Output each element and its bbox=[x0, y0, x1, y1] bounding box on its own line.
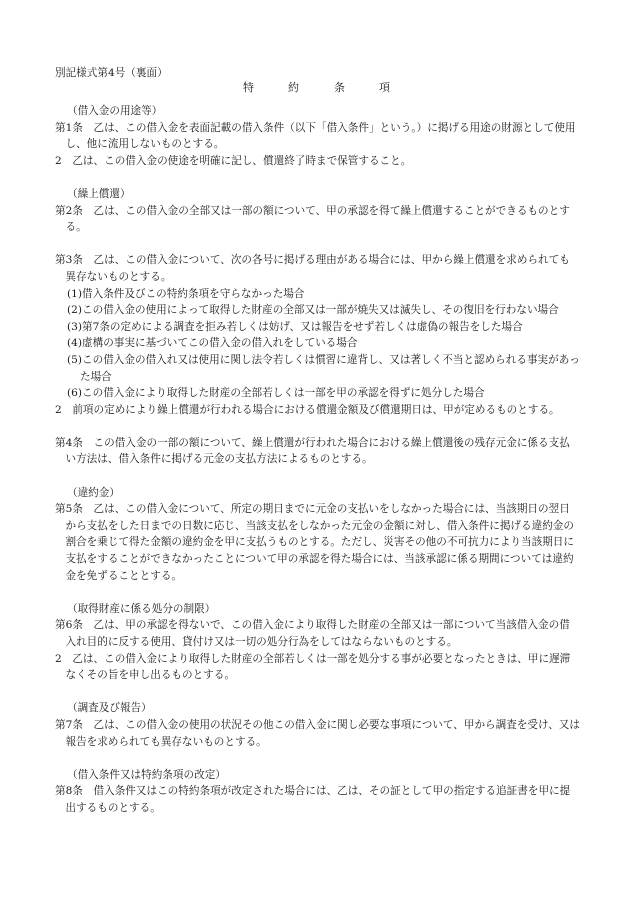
spacer bbox=[55, 169, 580, 186]
title-char: 約 bbox=[288, 81, 299, 94]
form-label: 別記様式第4号（裏面） bbox=[55, 67, 168, 79]
spacer bbox=[55, 684, 580, 701]
spacer bbox=[55, 418, 580, 435]
article-4-text: 第4条 この借入金の一部の額について、繰上償還が行われた場合における繰上償還後の残存元金に係る支払い方法は、借入条件に掲げる元金の支払方法によるものとする。 bbox=[55, 436, 570, 466]
article-1-heading: （借入金の用途等） bbox=[67, 105, 163, 117]
article-3-item-3: (3)第7条の定めによる調査を拒み若しくは妨げ、又は報告をせず若しくは虚偽の報告をした場合 bbox=[67, 320, 523, 333]
article-6-text: 第6条 乙は、甲の承認を得ないで、この借入金により取得した財産の全部又は一部について当該借入金の借入れ目的に反する使用、貸付け又は一切の処分行為をしてはならないものとする。 bbox=[55, 619, 570, 648]
article-3-item-5: (5)この借入金の借入れ又は使用に関し法令若しくは慣習に違背し、又は著しく不当と認められる事実があった場合 bbox=[67, 353, 580, 383]
spacer bbox=[55, 468, 580, 485]
article-7-heading: （調査及び報告） bbox=[67, 702, 152, 715]
article-1-para-2: 2 乙は、この借入金の使途を明確に記し、償還終了時まで保管すること。 bbox=[55, 154, 412, 167]
article-8-text: 第8条 借入条件又はこの特約条項が改定された場合には、乙は、その証として甲の指定する追証書を甲に提出するものとする。 bbox=[55, 785, 571, 814]
article-6-para-2: 2 乙は、この借入金により取得した財産の全部若しくは一部を処分する事が必要となったときは、甲に遅滞なくその旨を申し出るものとする。 bbox=[55, 652, 571, 682]
title-char: 特 bbox=[243, 81, 254, 94]
article-8-heading: （借入条件又は特約条項の改定） bbox=[67, 768, 226, 781]
title-char: 項 bbox=[379, 81, 390, 94]
title-char: 条 bbox=[334, 81, 345, 94]
article-5-text: 第5条 乙は、この借入金について、所定の期日までに元金の支払いをしなかった場合には、当該期日の翌日から支払をした日までの日数に応じ、当該支払をしなかった元金の金額に対し、借入条件に掲げる違約金の割合を乗じて得た金額の違約金を甲に支払うものとする。ただし、災害その他の不可抗力により当該期日に支払をすることができなかったことについて甲の承認を得た場合には、当該承認に係る期間については違約金を免ずることとする。 bbox=[55, 503, 574, 582]
article-2-text: 第2条 乙は、この借入金の全部又は一部の額について、甲の承認を得て繰上償還することができるものとする。 bbox=[55, 204, 570, 234]
article-3-item-4: (4)虚構の事実に基づいてこの借入金の借入れをしている場合 bbox=[67, 337, 358, 350]
spacer bbox=[55, 750, 580, 767]
article-3-item-6: (6)この借入金により取得した財産の全部若しくは一部を甲の承認を得ずに処分した場合 bbox=[67, 387, 485, 400]
spacer bbox=[55, 584, 580, 601]
article-6-heading: （取得財産に係る処分の制限） bbox=[67, 602, 216, 615]
document-body bbox=[55, 103, 580, 817]
article-3-item-1: (1)借入条件及びこの特約条項を守らなかった場合 bbox=[67, 287, 305, 300]
article-3-para-2: 2 前項の定めにより繰上償還が行われる場合における償還金額及び償還期日は、甲が定めるものとする。 bbox=[55, 403, 560, 416]
article-3-item-2: (2)この借入金の使用によって取得した財産の全部又は一部が焼失又は滅失し、その復旧を行わない場合 bbox=[67, 304, 559, 317]
spacer bbox=[55, 236, 580, 253]
article-5-heading: （違約金） bbox=[67, 486, 120, 499]
article-3-text: 第3条 乙は、この借入金について、次の各号に掲げる理由がある場合には、甲から繰上償還を求められても異存ないものとする。 bbox=[55, 254, 570, 283]
article-1-text: 第1条 乙は、この借入金を表面記載の借入条件（以下「借入条件」という。）に掲げる用途の財源として使用し、他に流用しないものとする。 bbox=[55, 121, 576, 151]
article-2-heading: （繰上償還） bbox=[67, 187, 131, 200]
article-7-text: 第7条 乙は、この借入金の使用の状況その他この借入金に関し必要な事項について、甲から調査を受け、又は報告を求められても異存ないものとする。 bbox=[55, 718, 580, 748]
